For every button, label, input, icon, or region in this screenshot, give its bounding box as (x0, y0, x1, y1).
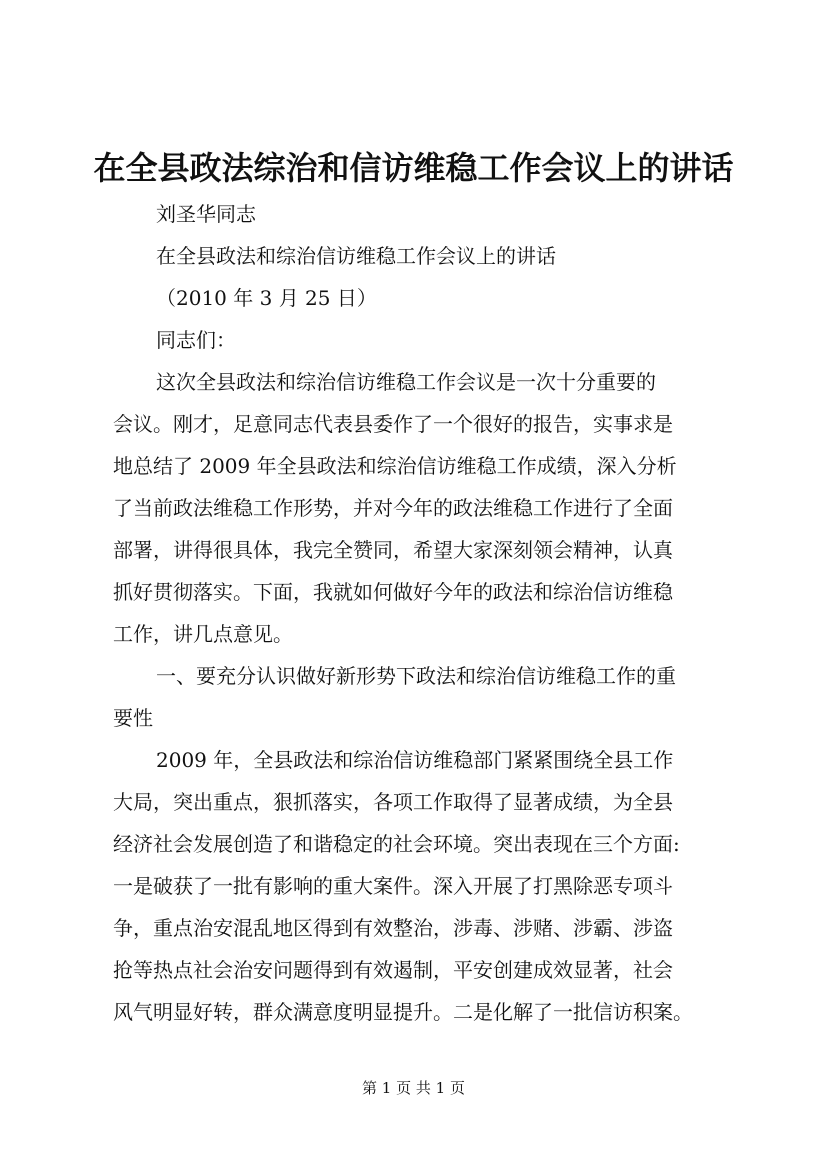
page-footer: 第 1 页 共 1 页 (362, 1079, 465, 1097)
author-line: 刘圣华同志 (156, 202, 256, 226)
paragraph-line: 抓好贯彻落实。下面，我就如何做好今年的政法和综治信访维稳 (113, 580, 673, 604)
paragraph-line: 经济社会发展创造了和谐稳定的社会环境。突出表现在三个方面: (113, 832, 680, 856)
paragraph-line: 2009 年，全县政法和综治信访维稳部门紧紧围绕全县工作 (156, 748, 674, 772)
paragraph-line: 争，重点治安混乱地区得到有效整治，涉毒、涉赌、涉霸、涉盗 (113, 916, 673, 940)
paragraph-line: 大局，突出重点，狠抓落实，各项工作取得了显著成绩，为全县 (113, 790, 673, 814)
paragraph-line: 这次全县政法和综治信访维稳工作会议是一次十分重要的 (156, 370, 656, 394)
document-title: 在全县政法综治和信访维稳工作会议上的讲话 (93, 149, 734, 187)
paragraph-line: 抢等热点社会治安问题得到有效遏制，平安创建成效显著，社会 (113, 958, 673, 982)
paragraph-line: 了当前政法维稳工作形势，并对今年的政法维稳工作进行了全面 (113, 496, 673, 520)
speech-date: （2010 年 3 月 25 日） (156, 286, 377, 310)
speech-subtitle: 在全县政法和综治信访维稳工作会议上的讲话 (156, 244, 556, 268)
paragraph-line: 风气明显好转，群众满意度明显提升。二是化解了一批信访积案。 (113, 1000, 693, 1024)
paragraph-line: 部署，讲得很具体，我完全赞同，希望大家深刻领会精神，认真 (113, 538, 673, 562)
section-heading-line: 一、要充分认识做好新形势下政法和综治信访维稳工作的重 (156, 664, 676, 688)
paragraph-line: 会议。刚才，足意同志代表县委作了一个很好的报告，实事求是 (113, 412, 673, 436)
greeting-line: 同志们： (156, 328, 236, 352)
section-heading-line: 要性 (113, 706, 153, 730)
paragraph-line: 一是破获了一批有影响的重大案件。深入开展了打黑除恶专项斗 (113, 874, 673, 898)
paragraph-line: 工作，讲几点意见。 (113, 622, 293, 646)
paragraph-line: 地总结了 2009 年全县政法和综治信访维稳工作成绩，深入分析 (113, 454, 677, 478)
